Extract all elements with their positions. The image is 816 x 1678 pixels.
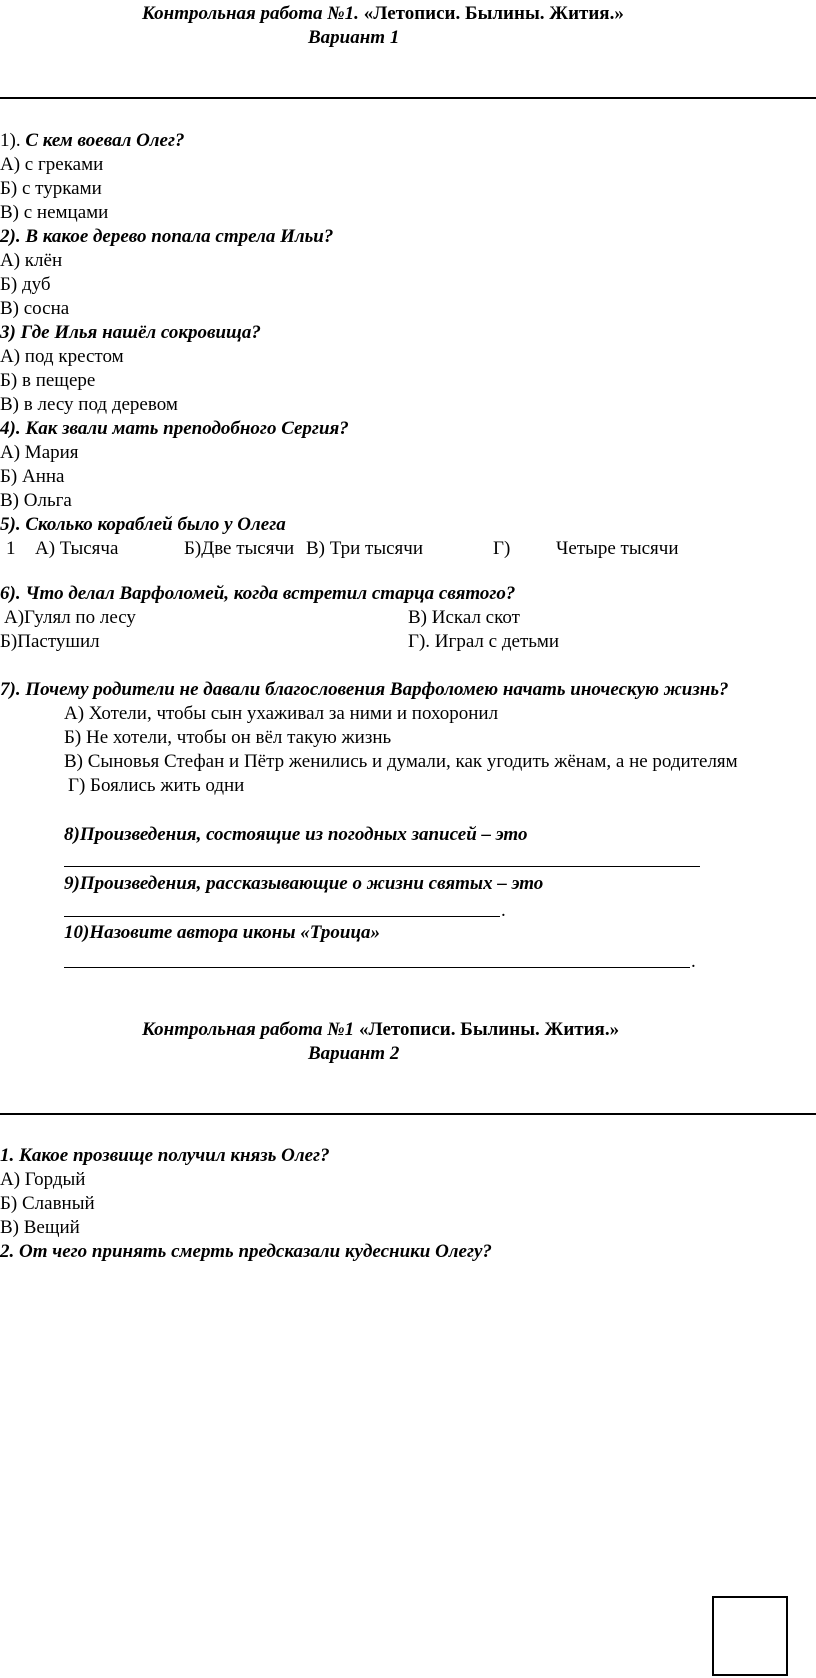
v1-q5-option-b: Б)Две тысячи bbox=[184, 538, 295, 559]
v1-title-bold: «Летописи. Былины. Жития.» bbox=[358, 3, 624, 24]
v1-q6: 6). Что делал Варфоломей, когда встретил старца святого? bbox=[0, 583, 516, 604]
v1-q2-option-b: Б) дуб bbox=[0, 274, 51, 295]
v1-q1-text: С кем воевал Олег? bbox=[25, 130, 185, 151]
v1-q6-option-d: Г). Играл с детьми bbox=[408, 631, 560, 652]
v2-variant: Вариант 2 bbox=[308, 1043, 400, 1064]
v1-q10-period: . bbox=[691, 951, 696, 972]
v1-q2-option-a: А) клён bbox=[0, 250, 63, 271]
v1-q1-option-c: В) с немцами bbox=[0, 202, 109, 223]
v1-q3: 3) Где Илья нашёл сокровища? bbox=[0, 322, 261, 343]
v1-q5-number: 1 bbox=[6, 538, 16, 559]
v1-q9-period: . bbox=[501, 900, 506, 921]
v1-q2: 2). В какое дерево попала стрела Ильи? bbox=[0, 226, 334, 247]
v2-q1-option-a: А) Гордый bbox=[0, 1169, 86, 1190]
v1-q7-option-a: А) Хотели, чтобы сын ухаживал за ними и похоронил bbox=[64, 703, 499, 724]
v2-title-bold: «Летописи. Былины. Жития.» bbox=[354, 1019, 620, 1040]
v1-q1-number: 1). bbox=[0, 130, 26, 151]
v1-q7-option-c: В) Сыновья Стефан и Пётр женились и думали, как угодить жёнам, а не родителям bbox=[64, 751, 738, 772]
v1-q8-answer-line bbox=[64, 866, 700, 867]
v1-q10: 10)Назовите автора иконы «Троица» bbox=[64, 922, 381, 943]
v1-q3-option-b: Б) в пещере bbox=[0, 370, 96, 391]
v1-q5-option-d: Четыре тысячи bbox=[556, 538, 679, 559]
v1-q7-option-b: Б) Не хотели, чтобы он вёл такую жизнь bbox=[64, 727, 392, 748]
v1-q3-option-c: В) в лесу под деревом bbox=[0, 394, 178, 415]
v2-title-italic: Контрольная работа №1 bbox=[142, 1019, 355, 1040]
v1-q1-option-b: Б) с турками bbox=[0, 178, 102, 199]
v1-q4-option-b: Б) Анна bbox=[0, 466, 65, 487]
v1-q6-option-c: В) Искал скот bbox=[408, 607, 520, 628]
v2-divider bbox=[0, 1113, 816, 1115]
page-number-box bbox=[712, 1596, 788, 1676]
v1-q9: 9)Произведения, рассказывающие о жизни святых – это bbox=[64, 873, 544, 894]
v1-q5-option-c: В) Три тысячи bbox=[306, 538, 424, 559]
v1-q2-option-c: В) сосна bbox=[0, 298, 70, 319]
v1-q5: 5). Сколько кораблей было у Олега bbox=[0, 514, 286, 535]
v1-q6-option-b: Б)Пастушил bbox=[0, 631, 100, 652]
v1-q1-option-a: А) с греками bbox=[0, 154, 104, 175]
v1-q4-option-a: А) Мария bbox=[0, 442, 79, 463]
v1-q10-answer-line bbox=[64, 967, 690, 968]
v1-title-italic: Контрольная работа №1. bbox=[142, 3, 359, 24]
v1-q5-option-a: А) Тысяча bbox=[35, 538, 119, 559]
v1-q4: 4). Как звали мать преподобного Сергия? bbox=[0, 418, 349, 439]
v1-q3-option-a: А) под крестом bbox=[0, 346, 124, 367]
v1-title bbox=[142, 2, 624, 26]
v2-q2: 2. От чего принять смерть предсказали кудесники Олегу? bbox=[0, 1241, 492, 1262]
v2-q1-option-b: Б) Славный bbox=[0, 1193, 95, 1214]
v1-q7: 7). Почему родители не давали благословения Варфоломею начать иноческую жизнь? bbox=[0, 679, 729, 700]
v1-q4-option-c: В) Ольга bbox=[0, 490, 72, 511]
v1-variant: Вариант 1 bbox=[308, 27, 400, 48]
v1-q8: 8)Произведения, состоящие из погодных записей – это bbox=[64, 824, 528, 845]
v1-q6-option-a: А)Гулял по лесу bbox=[4, 607, 136, 628]
v2-q1-option-c: В) Вещий bbox=[0, 1217, 80, 1238]
v2-q1: 1. Какое прозвище получил князь Олег? bbox=[0, 1145, 330, 1166]
v2-title bbox=[142, 1018, 619, 1042]
v1-q1 bbox=[0, 129, 185, 153]
v1-q9-answer-line bbox=[64, 916, 500, 917]
v1-q7-option-d: Г) Боялись жить одни bbox=[68, 775, 245, 796]
v1-divider bbox=[0, 97, 816, 99]
v1-q5-option-d-label: Г) bbox=[493, 538, 511, 559]
